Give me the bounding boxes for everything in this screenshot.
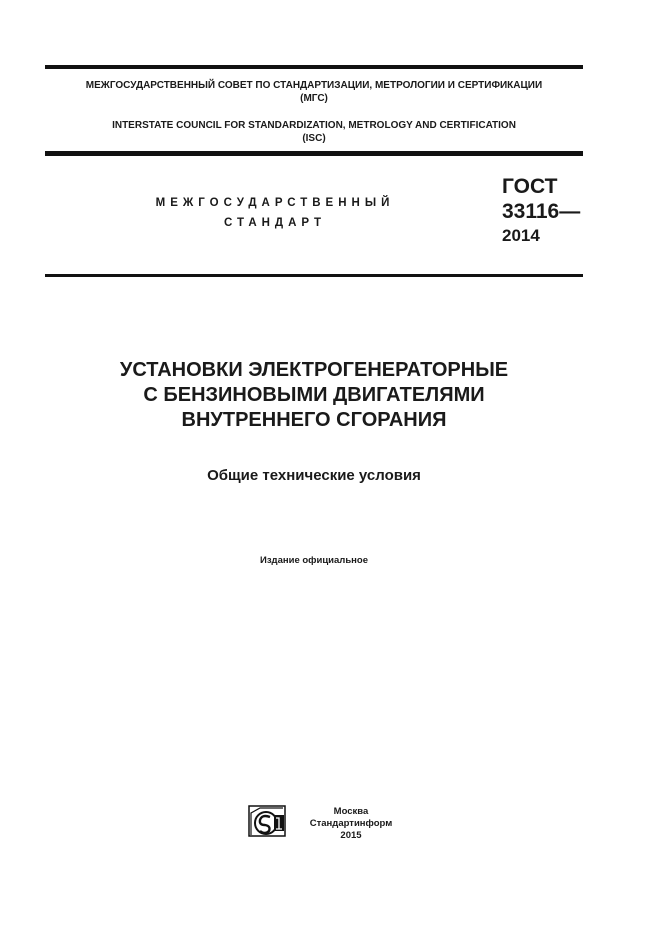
top-rule <box>45 65 583 69</box>
title-line3: ВНУТРЕННЕГО СГОРАНИЯ <box>181 409 447 431</box>
standard-kind-line2: СТАНДАРТ <box>224 217 326 229</box>
standard-kind <box>120 193 430 233</box>
edition-note: Издание официальное <box>260 555 368 566</box>
document-title <box>45 358 583 433</box>
document-subtitle: Общие технические условия <box>207 467 421 484</box>
bottom-rule <box>45 274 583 277</box>
publisher-info <box>305 806 397 842</box>
council-en-name: INTERSTATE COUNCIL FOR STANDARDIZATION, METROLOGY AND CERTIFICATION <box>112 120 516 131</box>
middle-rule <box>45 151 583 156</box>
publisher-city: Москва <box>333 806 369 817</box>
standard-number: 33116— <box>502 200 581 223</box>
standard-label: ГОСТ <box>502 175 558 198</box>
council-en <box>45 119 583 145</box>
council-en-abbr: (ISC) <box>302 133 326 144</box>
standard-code <box>502 176 580 244</box>
council-ru <box>45 79 583 105</box>
standard-kind-line1: МЕЖГОСУДАРСТВЕННЫЙ <box>155 197 395 209</box>
title-line1: УСТАНОВКИ ЭЛЕКТРОГЕНЕРАТОРНЫЕ <box>119 359 509 381</box>
title-line2: С БЕНЗИНОВЫМИ ДВИГАТЕЛЯМИ <box>143 384 485 406</box>
council-ru-name: МЕЖГОСУДАРСТВЕННЫЙ СОВЕТ ПО СТАНДАРТИЗАЦИИ, МЕТРОЛОГИИ И СЕРТИФИКАЦИИ <box>85 80 543 91</box>
publisher-name: Стандартинформ <box>309 818 393 829</box>
council-ru-abbr: (МГС) <box>300 93 328 104</box>
publisher-year: 2015 <box>340 830 362 841</box>
standard-year: 2014 <box>502 226 540 245</box>
standartinform-logo-icon <box>248 805 286 837</box>
